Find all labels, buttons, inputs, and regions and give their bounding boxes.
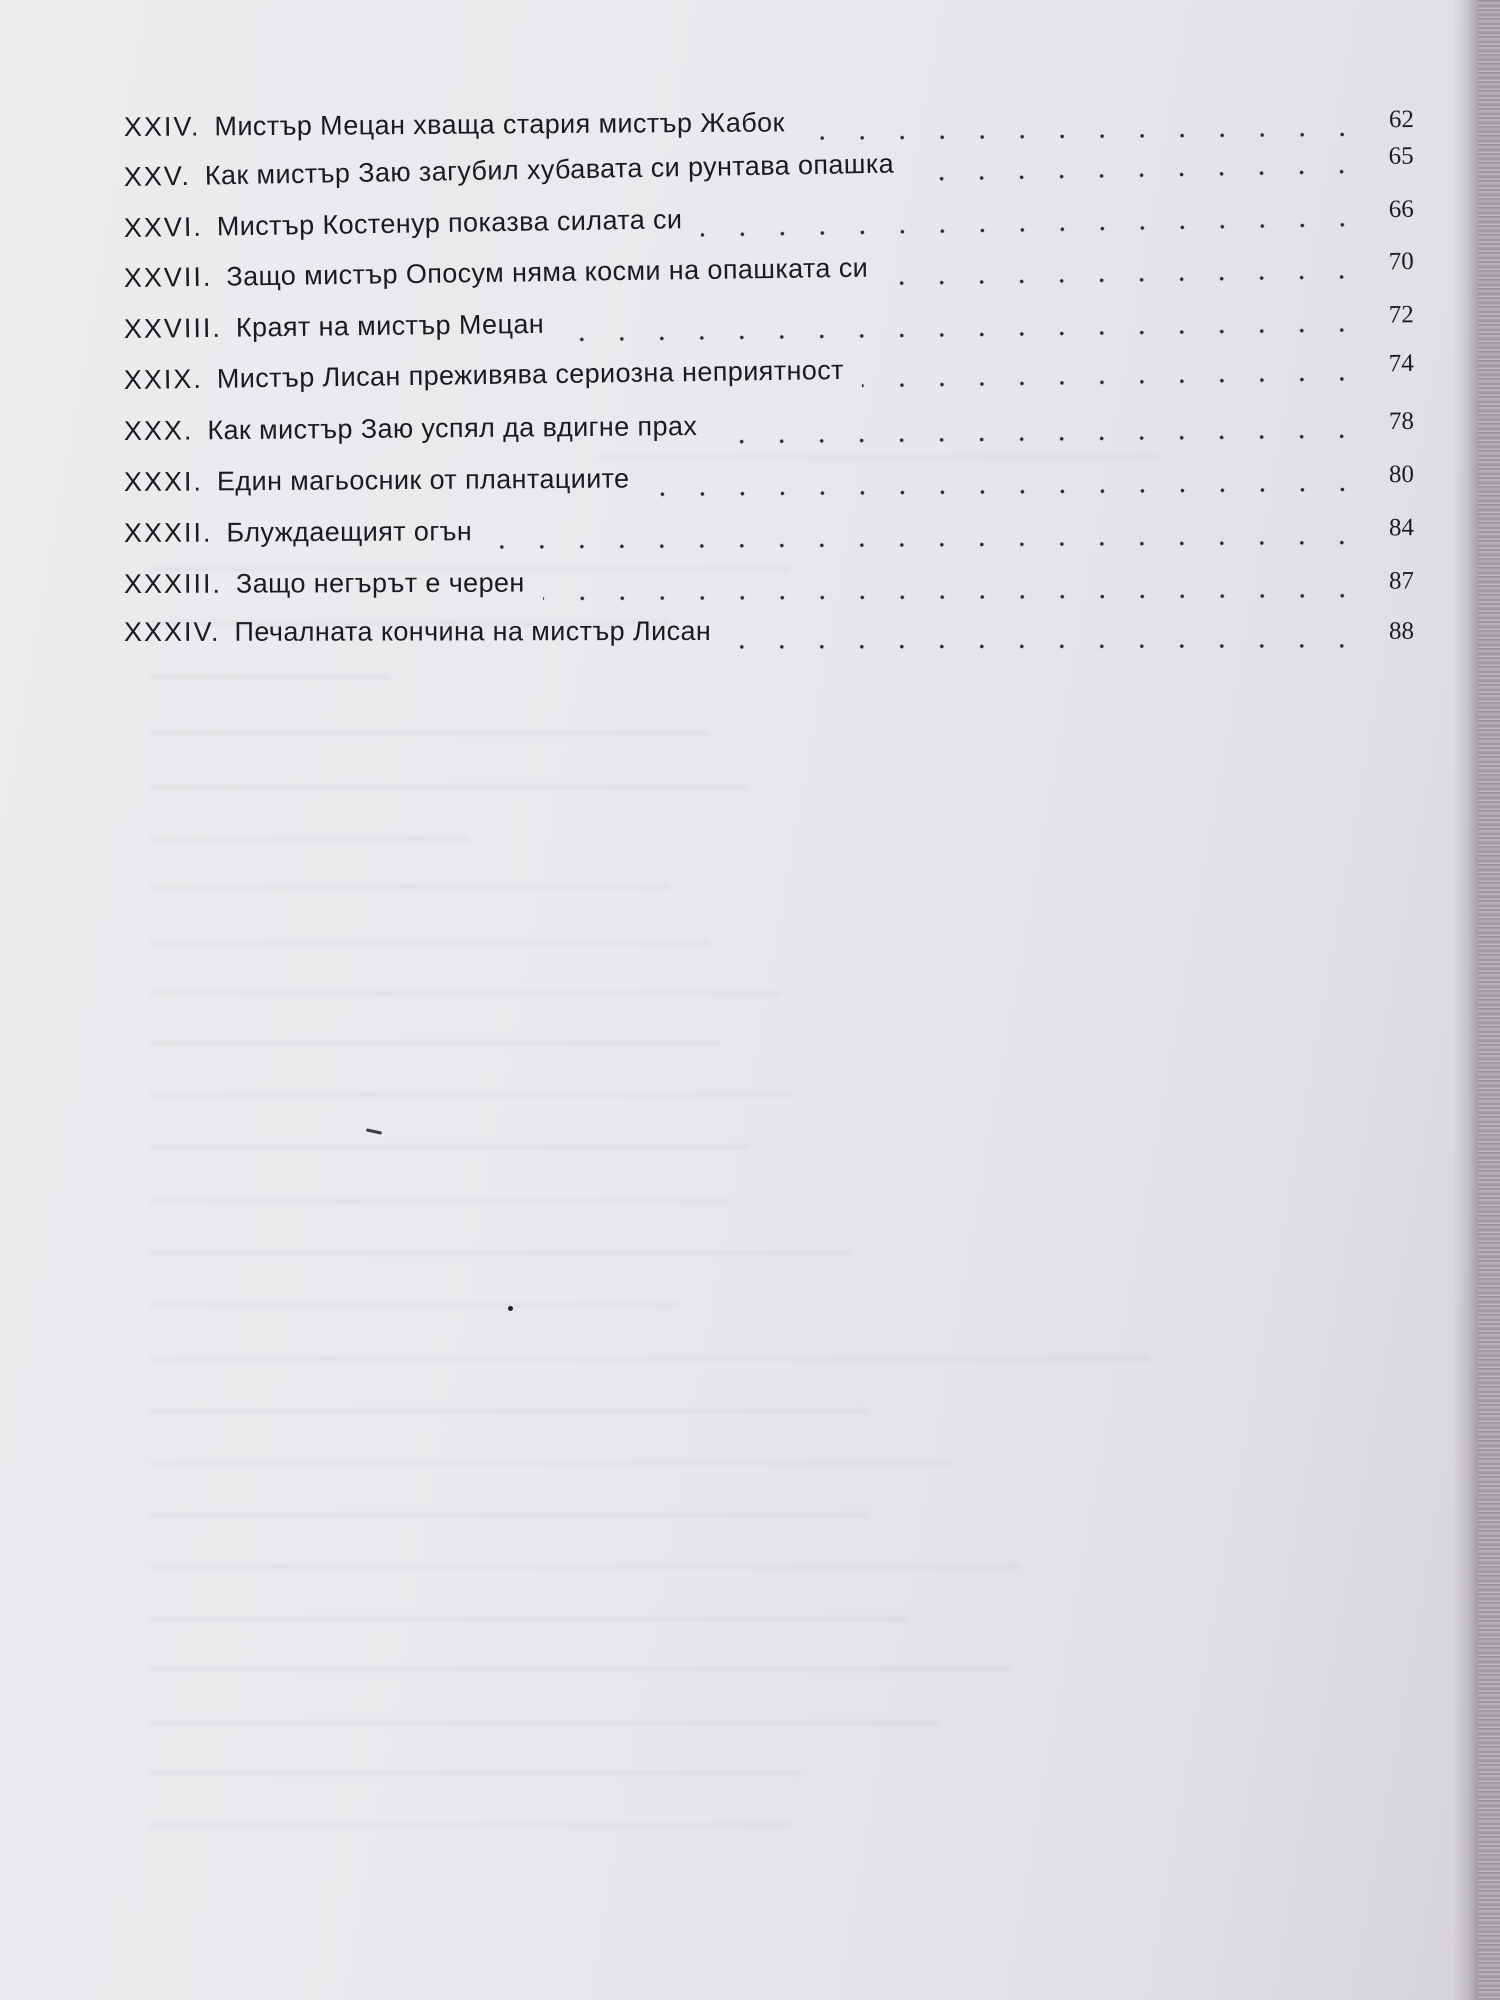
dot-leader [912, 167, 1362, 183]
chapter-title: Как мистър Заю загубил хубавата си рунтава опашка [204, 148, 895, 191]
toc-entry [124, 615, 1414, 667]
chapter-title: Защо негърът е черен [235, 567, 525, 599]
chapter-title: Печалната кончина на мистър Лисан [234, 615, 712, 647]
page-number: 66 [1388, 195, 1414, 224]
chapter-numeral: XXVII. [123, 261, 213, 293]
chapter-numeral: XXX. [123, 415, 194, 446]
chapter-numeral: XXXIV. [123, 616, 221, 647]
dot-leader [562, 326, 1362, 344]
page-edge [1478, 0, 1500, 2000]
chapter-numeral: XXVIII. [123, 312, 223, 344]
chapter-title: Защо мистър Опосум няма косми на опашката си [226, 252, 869, 292]
chapter-title: Един магьосник от плантациите [216, 463, 630, 497]
page-number: 62 [1388, 105, 1415, 134]
chapter-numeral: XXXIII. [123, 568, 223, 599]
page-number: 88 [1388, 617, 1415, 645]
page-number: 72 [1388, 301, 1414, 329]
dot-leader [886, 273, 1362, 288]
toc-entry [124, 405, 1414, 466]
page-number: 80 [1388, 460, 1415, 489]
chapter-title: Мистър Костенур показва силата си [216, 204, 683, 242]
page-number: 74 [1388, 349, 1414, 378]
chapter-title: Мистър Мецан хваща стария мистър Жабок [214, 107, 785, 142]
chapter-numeral: XXXII. [123, 517, 213, 548]
chapter-numeral: XXIX. [123, 363, 204, 395]
page-number: 78 [1388, 407, 1414, 435]
dot-leader [701, 221, 1362, 239]
chapter-numeral: XXVI. [123, 211, 204, 243]
dot-leader [490, 539, 1362, 552]
chapter-title: Блуждаещият огън [226, 516, 473, 548]
dot-leader [648, 485, 1362, 498]
chapter-numeral: XXXI. [123, 466, 204, 497]
dot-leader [862, 375, 1362, 390]
chapter-title: Краят на мистър Мецан [235, 308, 545, 343]
toc-entry [124, 458, 1414, 517]
toc-entry [124, 564, 1414, 619]
chapter-numeral: XXIV. [123, 111, 201, 142]
dot-leader [729, 642, 1362, 651]
page-number: 84 [1388, 514, 1415, 542]
chapter-numeral: XXV. [123, 160, 192, 192]
paper-speck [508, 1306, 513, 1311]
chapter-title: Мистър Лисан преживява сериозна неприятност [216, 354, 845, 394]
page-number: 87 [1388, 567, 1415, 595]
page-number: 65 [1388, 142, 1414, 170]
dot-leader [543, 592, 1362, 603]
dot-leader [715, 432, 1362, 446]
dot-leader [803, 130, 1362, 142]
toc-entry [124, 511, 1414, 568]
page-number: 70 [1388, 247, 1414, 276]
chapter-title: Как мистър Заю успял да вдигне прах [207, 410, 698, 446]
